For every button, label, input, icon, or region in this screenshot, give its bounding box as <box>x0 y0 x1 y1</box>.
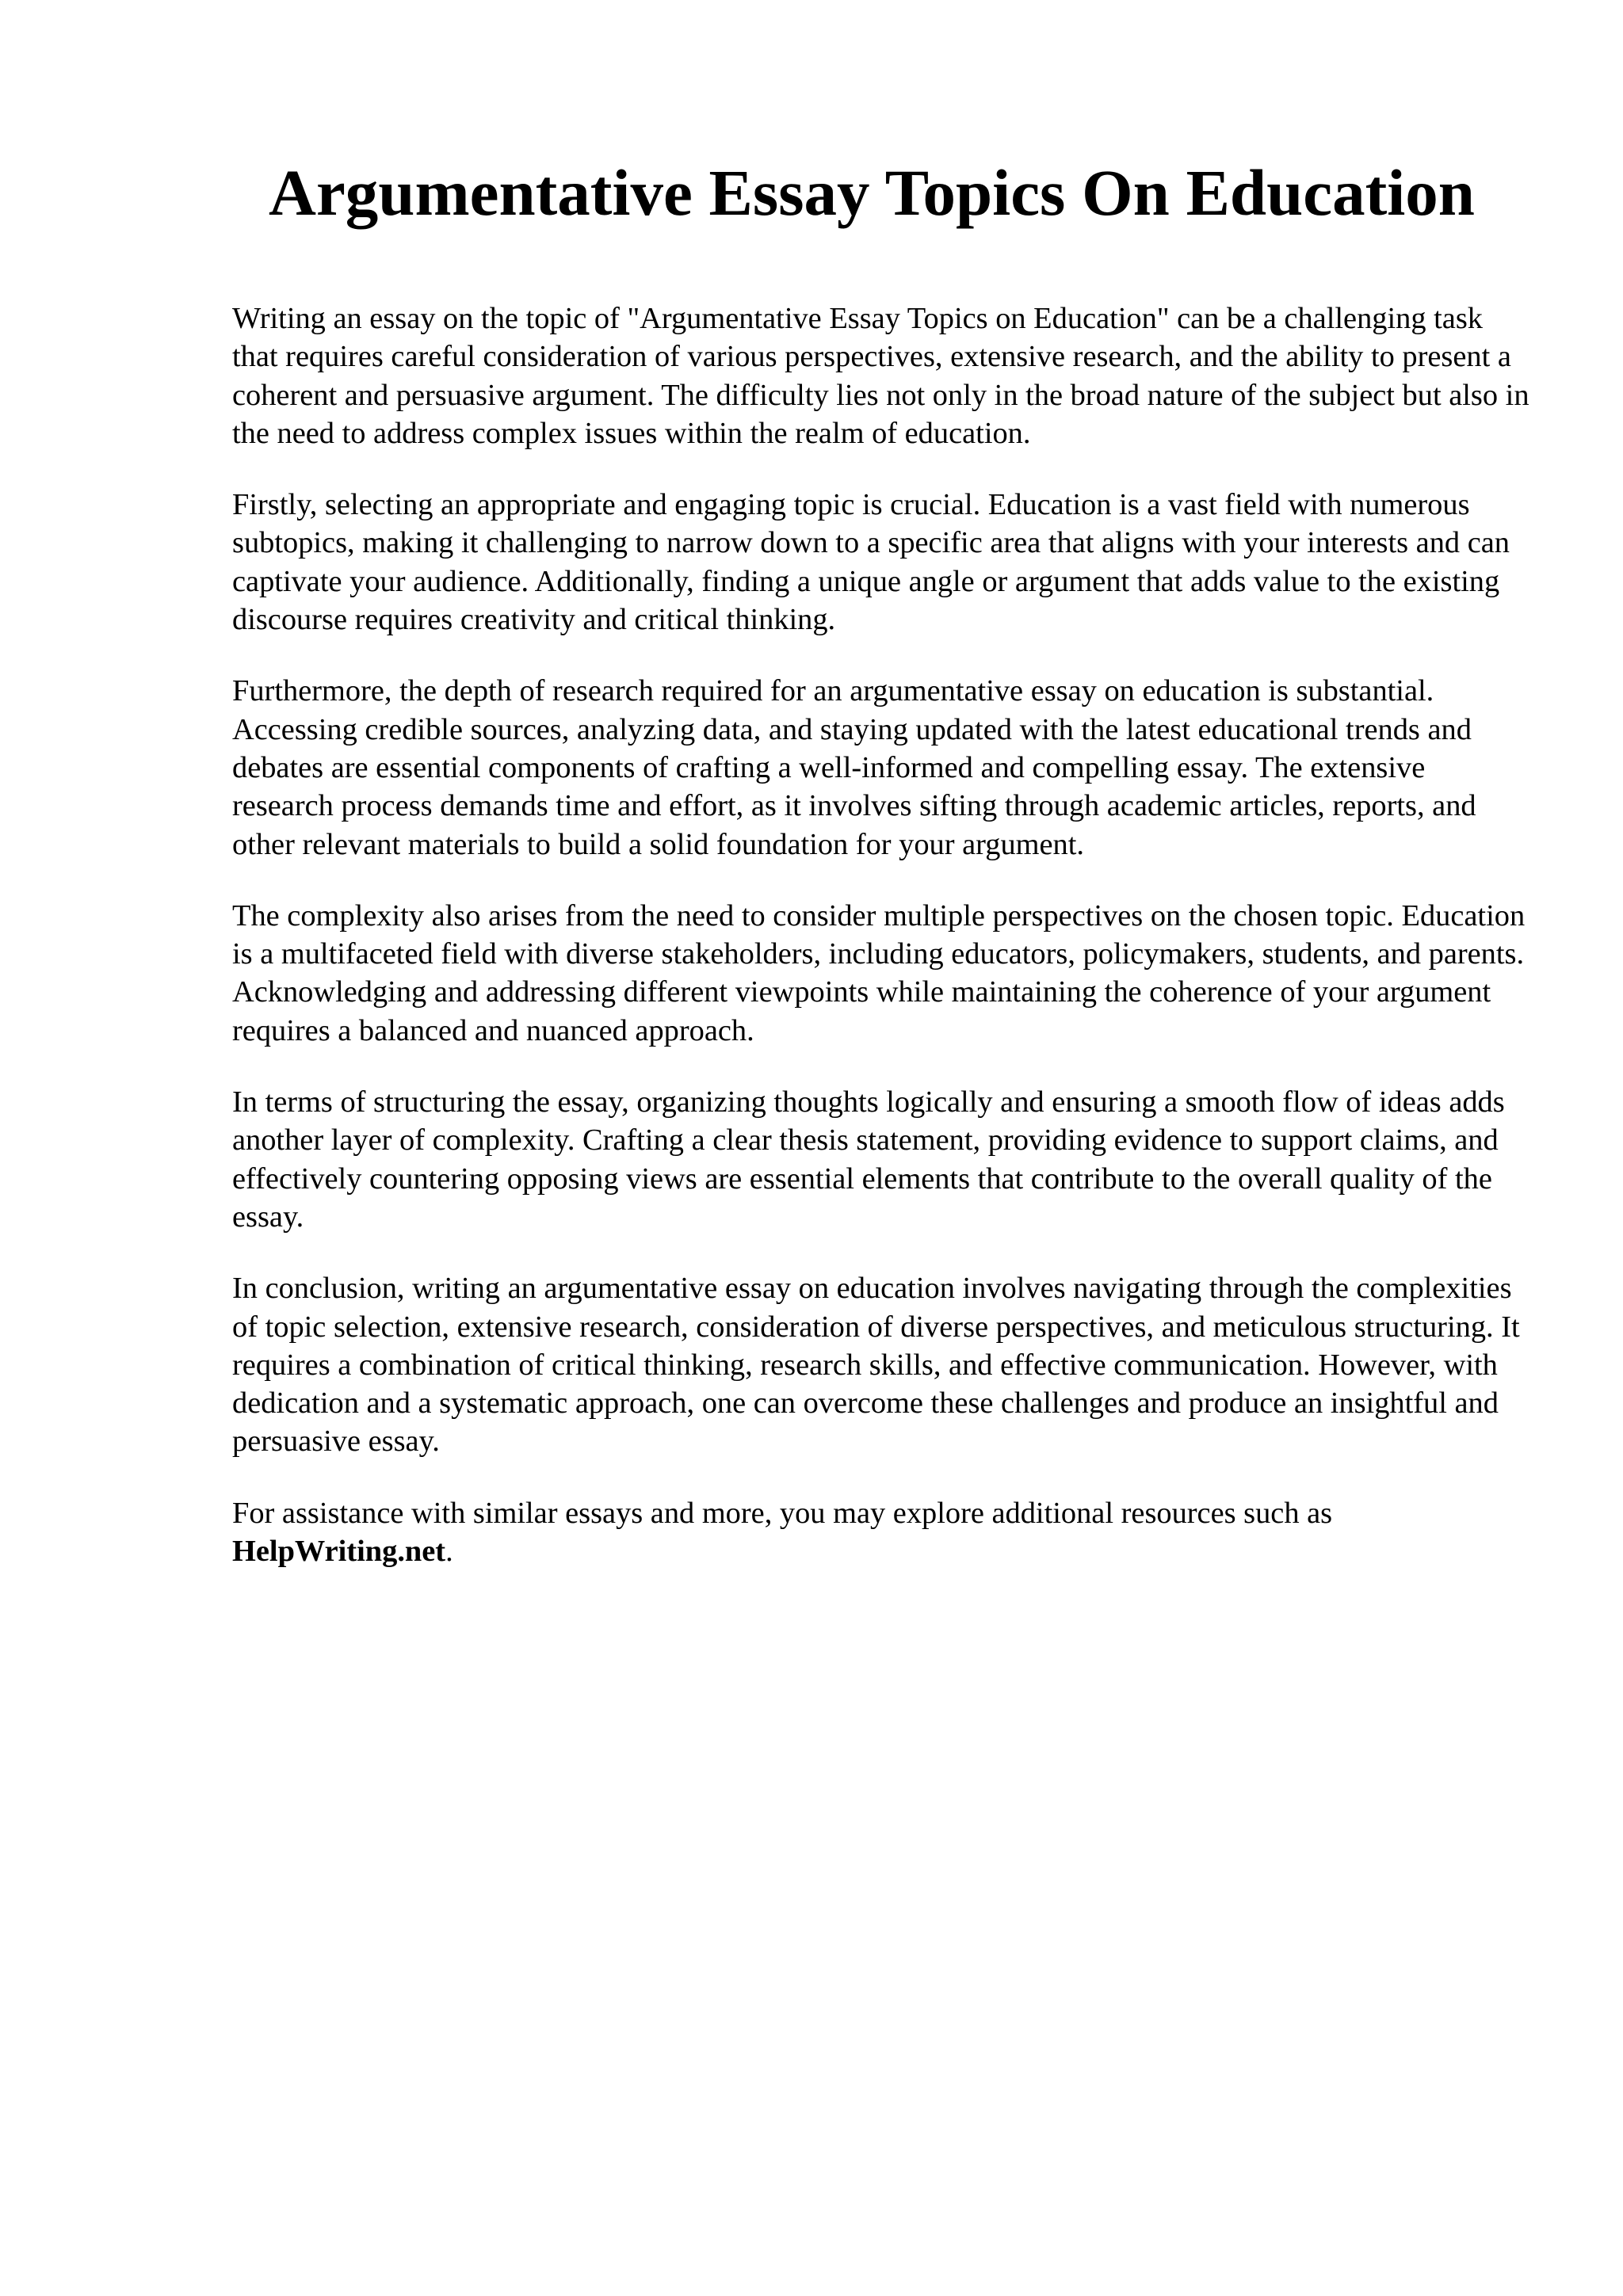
closing-period: . <box>445 1535 453 1569</box>
helpwriting-link[interactable]: HelpWriting.net <box>232 1535 446 1569</box>
paragraph-structure: In terms of structuring the essay, organizing thoughts logically and ensuring a smooth flow of ideas adds another layer of complexity. Crafting a clear thesis statement, providing evidence to support claims, and effectively countering opposing views are essential elements that contribute to the overall quality of the essay. <box>232 1085 1505 1234</box>
paragraph-perspectives: The complexity also arises from the need to consider multiple perspectives on the chosen topic. Education is a multifaceted field with diverse stakeholders, including educators, policymakers, students, and parents. Acknowledging and addressing different viewpoints while maintaining the coherence of your argument requires a balanced and nuanced approach. <box>232 898 1526 1047</box>
closing-text: For assistance with similar essays and more, you may explore additional resources such as <box>232 1496 1333 1530</box>
paragraph-closing <box>232 1494 1532 1571</box>
page-title: Argumentative Essay Topics On Education <box>269 156 1475 229</box>
paragraph-topic-selection: Firstly, selecting an appropriate and engaging topic is crucial. Education is a vast field with numerous subtopics, making it challenging to narrow down to a specific area that aligns with your interests and can captivate your audience. Additionally, finding a unique angle or argument that adds value to the existing discourse requires creativity and critical thinking. <box>232 488 1510 637</box>
document-body <box>232 299 1532 1604</box>
paragraph-intro: Writing an essay on the topic of "Argumentative Essay Topics on Education" can be a challenging task that requires careful consideration of various perspectives, extensive research, and the ability to present a coherent and persuasive argument. The difficulty lies not only in the broad nature of the subject but also in the need to address complex issues within the realm of education. <box>232 302 1529 450</box>
paragraph-conclusion: In conclusion, writing an argumentative essay on education involves navigating through the complexities of topic selection, extensive research, consideration of diverse perspectives, and meticulous structuring. It requires a combination of critical thinking, research skills, and effective communication. However, with dedication and a systematic approach, one can overcome these challenges and produce an insightful and persuasive essay. <box>232 1272 1520 1459</box>
paragraph-research: Furthermore, the depth of research required for an argumentative essay on education is substantial. Accessing credible sources, analyzing data, and staying updated with the latest educational trends and debates are essential components of crafting a well-informed and compelling essay. The extensive research process demands time and effort, as it involves sifting through academic articles, reports, and other relevant materials to build a solid foundation for your argument. <box>232 674 1476 861</box>
